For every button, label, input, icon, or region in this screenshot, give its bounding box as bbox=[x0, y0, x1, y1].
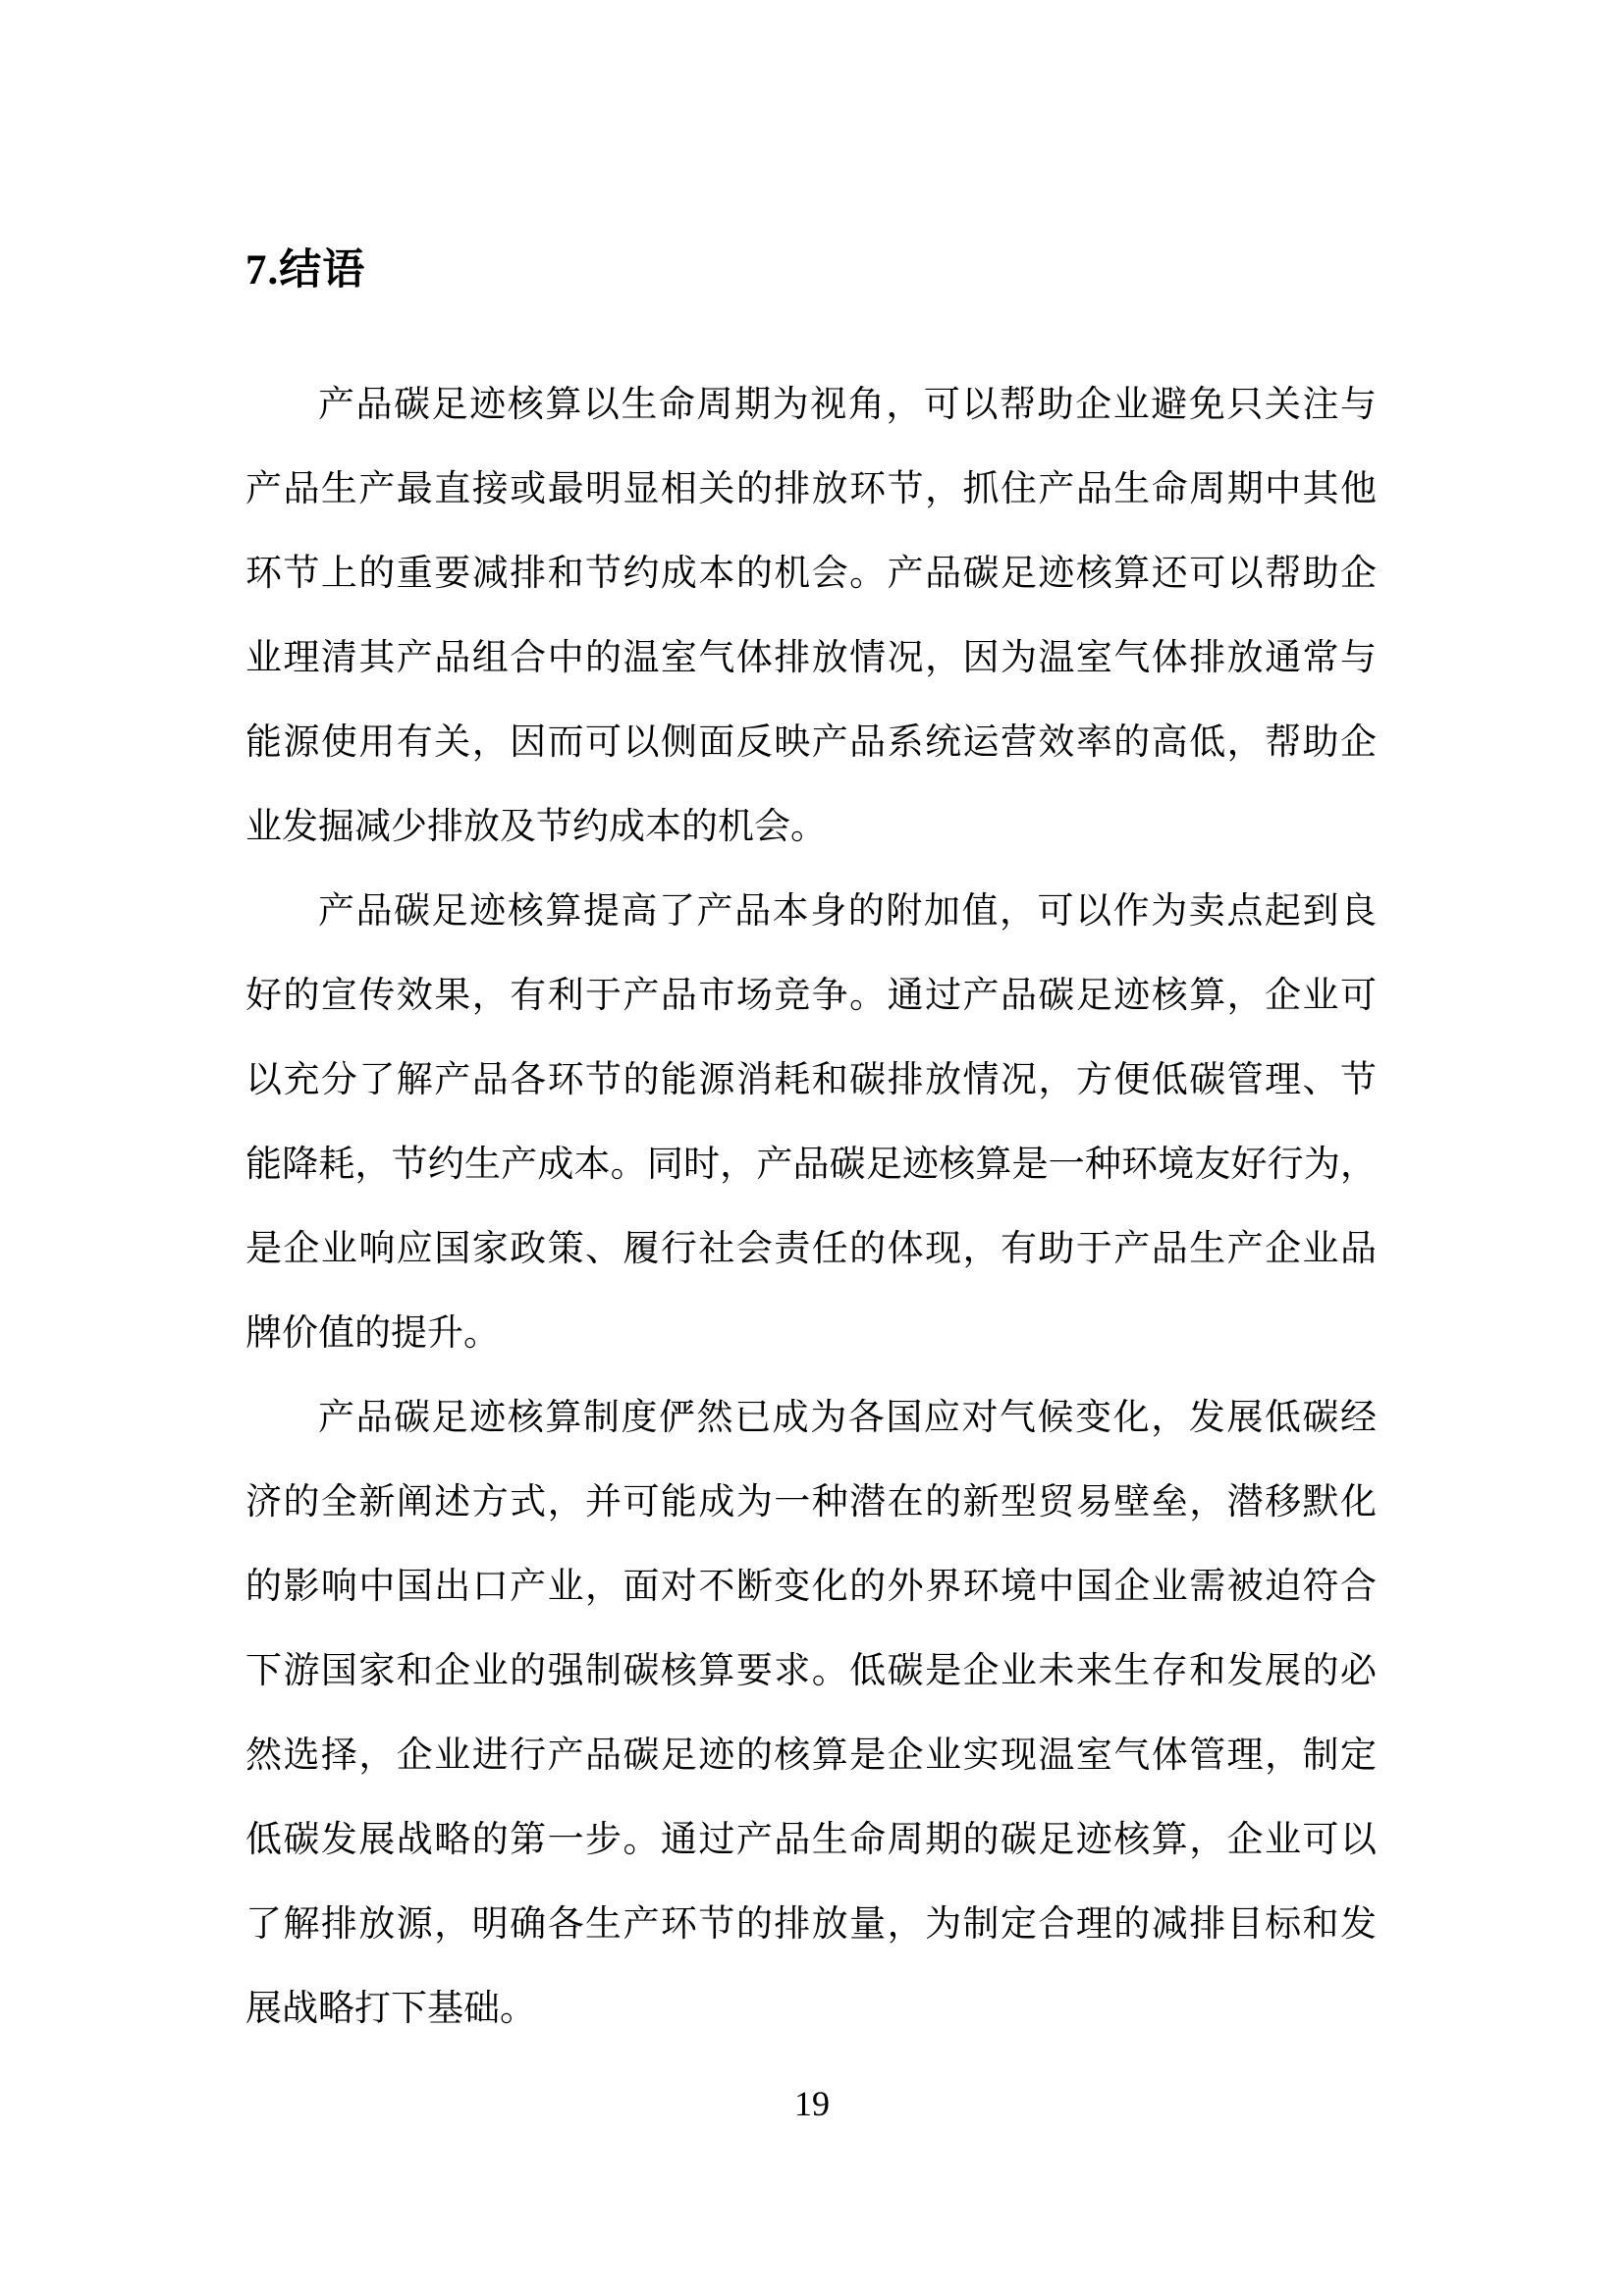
body-text bbox=[245, 363, 1377, 2052]
paragraph-2-line-3: 以充分了解产品各环节的能源消耗和碳排放情况，方便低碳管理、节 bbox=[245, 1060, 1377, 1100]
paragraph-2-line-4: 能降耗，节约生产成本。同时，产品碳足迹核算是一种环境友好行为， bbox=[245, 1145, 1377, 1185]
paragraph-1-line-5: 能源使用有关，因而可以侧面反映产品系统运营效率的高低，帮助企 bbox=[245, 722, 1377, 763]
paragraph-2-line-5: 是企业响应国家政策、履行社会责任的体现，有助于产品生产企业品 bbox=[245, 1229, 1377, 1269]
paragraph-2-line-1: 产品碳足迹核算提高了产品本身的附加值，可以作为卖点起到良 bbox=[318, 891, 1377, 932]
paragraph-1-line-4: 业理清其产品组合中的温室气体排放情况，因为温室气体排放通常与 bbox=[245, 638, 1377, 678]
paragraph-3-line-4: 下游国家和企业的强制碳核算要求。低碳是企业未来生存和发展的必 bbox=[245, 1651, 1377, 1691]
paragraph-3-line-6: 低碳发展战略的第一步。通过产品生命周期的碳足迹核算，企业可以 bbox=[245, 1820, 1377, 1860]
paragraph-1-line-3: 环节上的重要减排和节约成本的机会。产品碳足迹核算还可以帮助企 bbox=[245, 554, 1377, 594]
paragraph-1-line-2: 产品生产最直接或最明显相关的排放环节，抓住产品生命周期中其他 bbox=[245, 469, 1377, 509]
paragraph-1-line-1: 产品碳足迹核算以生命周期为视角，可以帮助企业避免只关注与 bbox=[318, 385, 1377, 425]
paragraph-1-line-6: 业发掘减少排放及节约成本的机会。 bbox=[245, 807, 827, 847]
paragraph-3-line-3: 的影响中国出口产业，面对不断变化的外界环境中国企业需被迫符合 bbox=[245, 1567, 1377, 1607]
paragraph-3-line-7: 了解排放源，明确各生产环节的排放量，为制定合理的减排目标和发 bbox=[245, 1904, 1377, 1945]
section-heading: 7.结语 bbox=[245, 247, 366, 294]
paragraph-3-line-1: 产品碳足迹核算制度俨然已成为各国应对气候变化，发展低碳经 bbox=[318, 1398, 1377, 1438]
page-number: 19 bbox=[794, 2084, 830, 2123]
paragraph-3-line-5: 然选择，企业进行产品碳足迹的核算是企业实现温室气体管理，制定 bbox=[245, 1735, 1377, 1776]
paragraph-3-line-2: 济的全新阐述方式，并可能成为一种潜在的新型贸易壁垒，潜移默化 bbox=[245, 1482, 1377, 1522]
paragraph-2-line-6: 牌价值的提升。 bbox=[245, 1313, 500, 1354]
paragraph-2-line-2: 好的宣传效果，有利于产品市场竞争。通过产品碳足迹核算，企业可 bbox=[245, 976, 1377, 1016]
paragraph-3-line-8: 展战略打下基础。 bbox=[245, 1989, 536, 2029]
